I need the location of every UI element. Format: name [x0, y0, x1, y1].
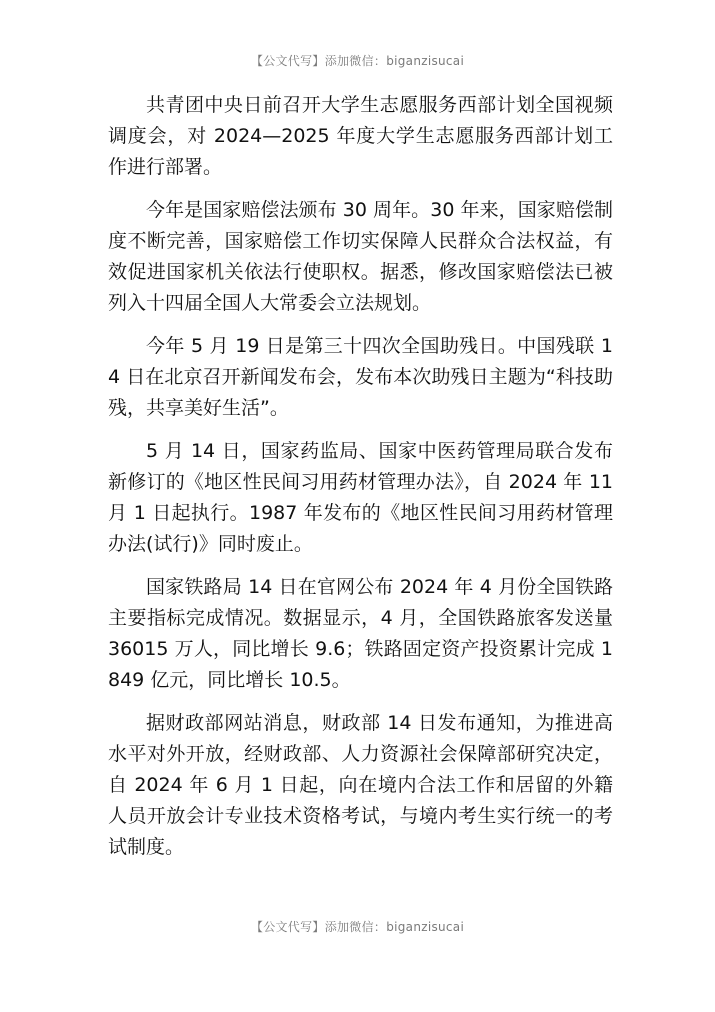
news-paragraph-6: 据财政部网站消息，财政部 14 日发布通知，为推进高水平对外开放，经财政部、人力资源社会保障部研究决定，自 2024 年 6 月 1 日起，向在境内合法工作和居留的外籍人员开放会计专业技术资格考试，与境内考生实行统一的考试制度。: [108, 712, 613, 858]
news-paragraph-4: 5 月 14 日，国家药监局、国家中医药管理局联合发布新修订的《地区性民间习用药材管理办法》，自 2024 年 11 月 1 日起执行。1987 年发布的《地区性民间习用药材管理办法(试行)》同时废止。: [108, 440, 613, 555]
document-body: [108, 90, 613, 875]
news-paragraph-5: 国家铁路局 14 日在官网公布 2024 年 4 月份全国铁路主要指标完成情况。数据显示，4 月，全国铁路旅客发送量 36015 万人，同比增长 9.6；铁路固定资产投资累计完成 1849 亿元，同比增长 10.5。: [108, 576, 613, 691]
watermark-top: 【公文代写】添加微信：biganzisucai: [250, 54, 465, 68]
news-paragraph-3: 今年 5 月 19 日是第三十四次全国助残日。中国残联 14 日在北京召开新闻发布会，发布本次助残日主题为“科技助残，共享美好生活”。: [108, 335, 613, 419]
news-paragraph-2: 今年是国家赔偿法颁布 30 周年。30 年来，国家赔偿制度不断完善，国家赔偿工作切实保障人民群众合法权益，有效促进国家机关依法行使职权。据悉，修改国家赔偿法已被列入十四届全国人大常委会立法规划。: [108, 199, 613, 314]
news-paragraph-1: 共青团中央日前召开大学生志愿服务西部计划全国视频调度会，对 2024—2025 年度大学生志愿服务西部计划工作进行部署。: [108, 94, 613, 178]
watermark-bottom: 【公文代写】添加微信：biganzisucai: [250, 920, 465, 934]
